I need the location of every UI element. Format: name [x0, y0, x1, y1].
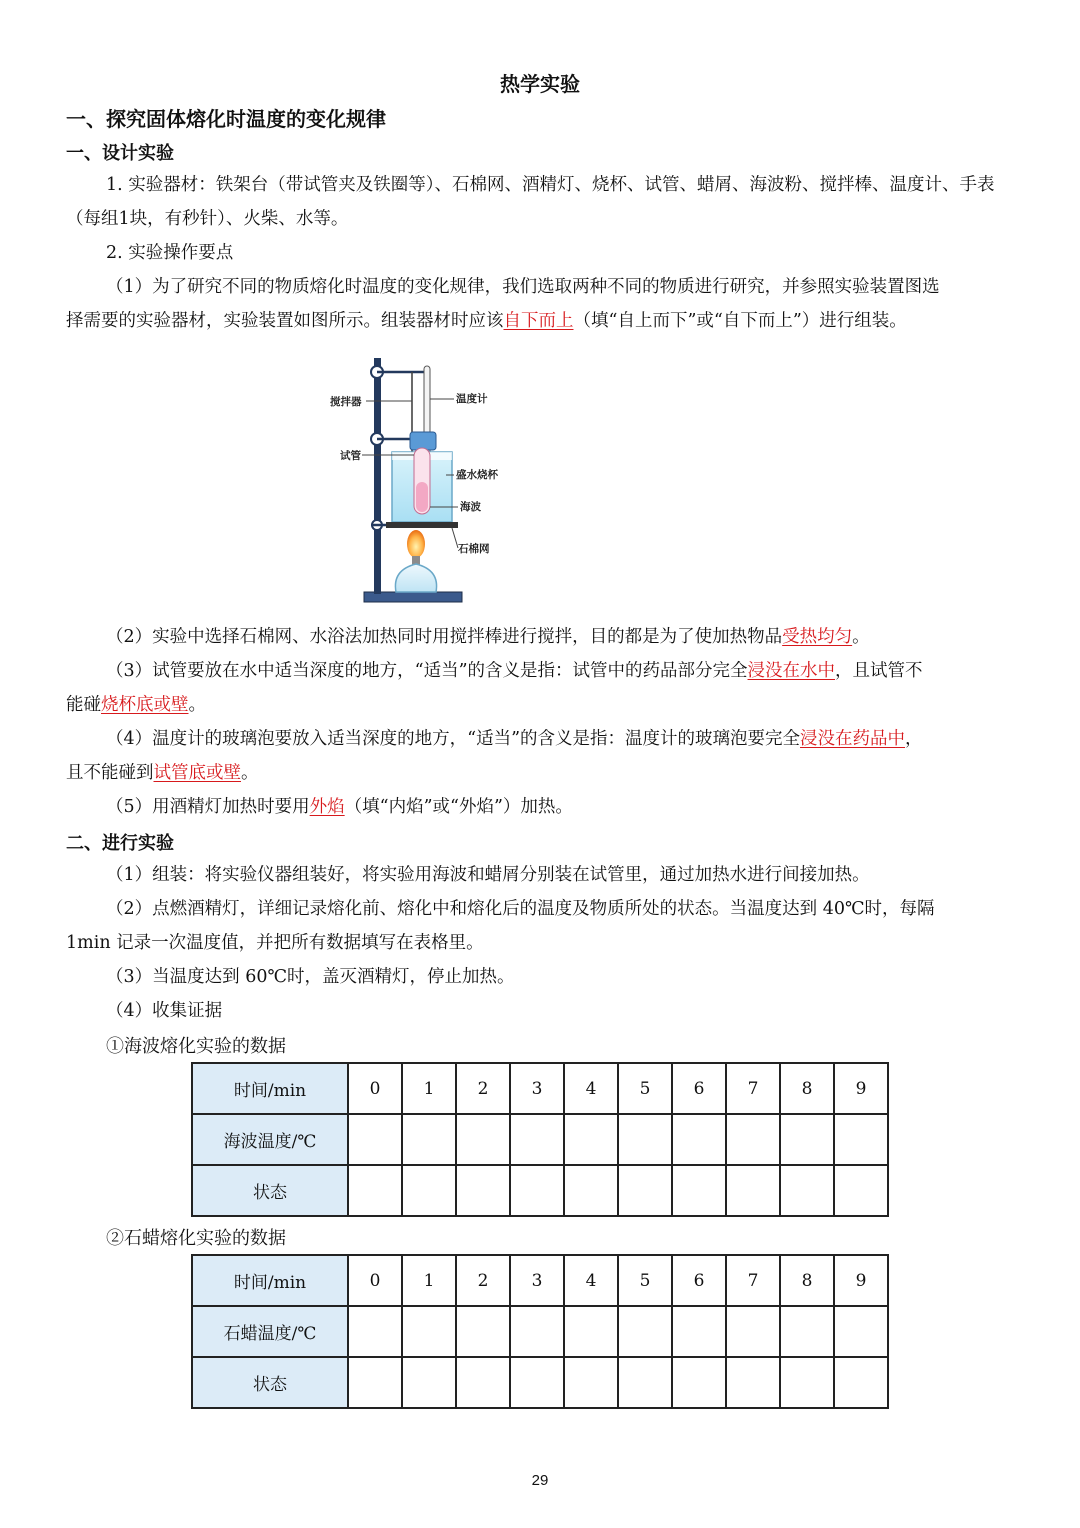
- page-title: 热学实验: [500, 72, 580, 96]
- answer-outer-flame: 外焰: [309, 797, 345, 817]
- blank-cell[interactable]: [834, 1306, 888, 1357]
- row-header-temperature: 石蜡温度/℃: [192, 1306, 348, 1357]
- paragraph-materials-cont: （每组1块，有秒针）、火柴、水等。: [66, 209, 349, 229]
- blank-cell[interactable]: [402, 1165, 456, 1216]
- blank-cell[interactable]: [618, 1306, 672, 1357]
- blank-cell[interactable]: [510, 1357, 564, 1408]
- label-beaker: 盛水烧杯: [456, 469, 498, 481]
- alcohol-lamp: [395, 564, 436, 592]
- blank-cell[interactable]: [348, 1114, 402, 1165]
- blank-cell[interactable]: [456, 1306, 510, 1357]
- table-row: [192, 1114, 888, 1165]
- hypo-data-table: [191, 1062, 889, 1217]
- paragraph-step3: （3）试管要放在水中适当深度的地方，“适当”的含义是指：试管中的药品部分完全浸没在水中，且试管不: [106, 661, 923, 681]
- table-row: [192, 1255, 888, 1306]
- blank-cell[interactable]: [726, 1114, 780, 1165]
- blank-cell[interactable]: [780, 1165, 834, 1216]
- blank-cell[interactable]: [780, 1357, 834, 1408]
- time-cell: 9: [834, 1255, 888, 1306]
- blank-cell[interactable]: [618, 1165, 672, 1216]
- row-header-time: 时间/min: [192, 1255, 348, 1306]
- table-row: [192, 1306, 888, 1357]
- blank-cell[interactable]: [834, 1357, 888, 1408]
- blank-cell[interactable]: [726, 1357, 780, 1408]
- blank-cell[interactable]: [672, 1165, 726, 1216]
- time-cell: 9: [834, 1063, 888, 1114]
- paragraph-stop: （3）当温度达到 60℃时，盖灭酒精灯，停止加热。: [106, 967, 515, 987]
- table1-caption: ①海波熔化实验的数据: [106, 1036, 286, 1057]
- label-gauze: 石棉网: [458, 543, 490, 555]
- blank-cell[interactable]: [402, 1357, 456, 1408]
- time-cell: 4: [564, 1063, 618, 1114]
- time-cell: 2: [456, 1063, 510, 1114]
- time-cell: 7: [726, 1063, 780, 1114]
- blank-cell[interactable]: [726, 1306, 780, 1357]
- row-header-state: 状态: [192, 1165, 348, 1216]
- time-cell: 2: [456, 1255, 510, 1306]
- row-header-time: 时间/min: [192, 1063, 348, 1114]
- table-row: [192, 1357, 888, 1408]
- label-thermometer: 温度计: [456, 393, 488, 405]
- paraffin-data-table: [191, 1254, 889, 1409]
- stopper: [410, 432, 436, 450]
- time-cell: 0: [348, 1063, 402, 1114]
- blank-cell[interactable]: [456, 1357, 510, 1408]
- blank-cell[interactable]: [348, 1357, 402, 1408]
- paragraph-evidence: （4）收集证据: [106, 1001, 223, 1021]
- paragraph-materials: 1. 实验器材：铁架台（带试管夹及铁圈等）、石棉网、酒精灯、烧杯、试管、蜡屑、海波粉、搅拌棒、温度计、手表: [106, 175, 995, 195]
- paragraph-ignite: （2）点燃酒精灯，详细记录熔化前、熔化中和熔化后的温度及物质所处的状态。当温度达到 40℃时，每隔: [106, 899, 935, 919]
- blank-cell[interactable]: [564, 1114, 618, 1165]
- answer-immersed-substance: 浸没在药品中: [800, 729, 906, 749]
- paragraph-step2: （2）实验中选择石棉网、水浴法加热同时用搅拌棒进行搅拌，目的都是为了使加热物品受热均匀。: [106, 627, 870, 647]
- answer-tube-wall: 试管底或壁: [153, 763, 241, 783]
- time-cell: 1: [402, 1063, 456, 1114]
- blank-cell[interactable]: [564, 1165, 618, 1216]
- paragraph-step4: （4）温度计的玻璃泡要放入适当深度的地方，“适当”的含义是指：温度计的玻璃泡要完全浸没在药品中，: [106, 729, 923, 749]
- blank-cell[interactable]: [402, 1306, 456, 1357]
- subsection-heading-design: 一、设计实验: [66, 143, 174, 164]
- apparatus-diagram: [326, 352, 526, 608]
- time-cell: 7: [726, 1255, 780, 1306]
- blank-cell[interactable]: [510, 1306, 564, 1357]
- label-stirrer: 搅拌器: [330, 396, 362, 408]
- blank-cell[interactable]: [780, 1306, 834, 1357]
- time-cell: 6: [672, 1255, 726, 1306]
- label-hypo: 海波: [460, 501, 481, 513]
- time-cell: 5: [618, 1255, 672, 1306]
- time-cell: 6: [672, 1063, 726, 1114]
- blank-cell[interactable]: [456, 1165, 510, 1216]
- page-number: 29: [531, 1472, 549, 1489]
- blank-cell[interactable]: [834, 1114, 888, 1165]
- paragraph-step1: （1）为了研究不同的物质熔化时温度的变化规律，我们选取两种不同的物质进行研究，并参照实验装置图选: [106, 277, 940, 297]
- paragraph-key-points: 2. 实验操作要点: [106, 243, 234, 263]
- table-row: [192, 1063, 888, 1114]
- subsection-heading-conduct: 二、进行实验: [66, 833, 174, 854]
- paragraph-step4-cont: 且不能碰到试管底或壁。: [66, 763, 259, 783]
- answer-beaker-wall: 烧杯底或壁: [101, 695, 189, 715]
- flame: [407, 530, 425, 558]
- blank-cell[interactable]: [618, 1114, 672, 1165]
- row-header-state: 状态: [192, 1357, 348, 1408]
- time-cell: 8: [780, 1255, 834, 1306]
- time-cell: 4: [564, 1255, 618, 1306]
- blank-cell[interactable]: [834, 1165, 888, 1216]
- label-test-tube: 试管: [340, 450, 361, 462]
- time-cell: 3: [510, 1255, 564, 1306]
- time-cell: 1: [402, 1255, 456, 1306]
- blank-cell[interactable]: [564, 1306, 618, 1357]
- blank-cell[interactable]: [456, 1114, 510, 1165]
- blank-cell[interactable]: [510, 1114, 564, 1165]
- table-row: [192, 1165, 888, 1216]
- table2-caption: ②石蜡熔化实验的数据: [106, 1228, 286, 1249]
- blank-cell[interactable]: [618, 1357, 672, 1408]
- row-header-temperature: 海波温度/℃: [192, 1114, 348, 1165]
- answer-immersed-water: 浸没在水中: [747, 661, 836, 681]
- time-cell: 8: [780, 1063, 834, 1114]
- blank-cell[interactable]: [726, 1165, 780, 1216]
- paragraph-step3-cont: 能碰烧杯底或壁。: [66, 695, 206, 715]
- stand-rod: [374, 358, 381, 594]
- answer-even-heating: 受热均匀: [782, 627, 853, 647]
- blank-cell[interactable]: [348, 1165, 402, 1216]
- time-cell: 5: [618, 1063, 672, 1114]
- time-cell: 0: [348, 1255, 402, 1306]
- section-heading: 一、探究固体熔化时温度的变化规律: [66, 107, 386, 131]
- blank-cell[interactable]: [672, 1357, 726, 1408]
- blank-cell[interactable]: [780, 1114, 834, 1165]
- blank-cell[interactable]: [672, 1306, 726, 1357]
- answer-assemble-order: 自下而上: [503, 311, 574, 331]
- blank-cell[interactable]: [348, 1306, 402, 1357]
- blank-cell[interactable]: [672, 1114, 726, 1165]
- blank-cell[interactable]: [402, 1114, 456, 1165]
- paragraph-step1-cont: 择需要的实验器材，实验装置如图所示。组装器材时应该自下而上（填“自上而下”或“自下而上”）进行组装。: [66, 311, 907, 331]
- paragraph-assemble: （1）组装：将实验仪器组装好，将实验用海波和蜡屑分别装在试管里，通过加热水进行间接加热。: [106, 865, 870, 885]
- asbestos-gauze: [386, 522, 458, 528]
- paragraph-ignite-cont: 1min 记录一次温度值，并把所有数据填写在表格里。: [66, 933, 484, 953]
- blank-cell[interactable]: [510, 1165, 564, 1216]
- time-cell: 3: [510, 1063, 564, 1114]
- paragraph-step5: （5）用酒精灯加热时要用外焰（填“内焰”或“外焰”）加热。: [106, 797, 573, 817]
- blank-cell[interactable]: [564, 1357, 618, 1408]
